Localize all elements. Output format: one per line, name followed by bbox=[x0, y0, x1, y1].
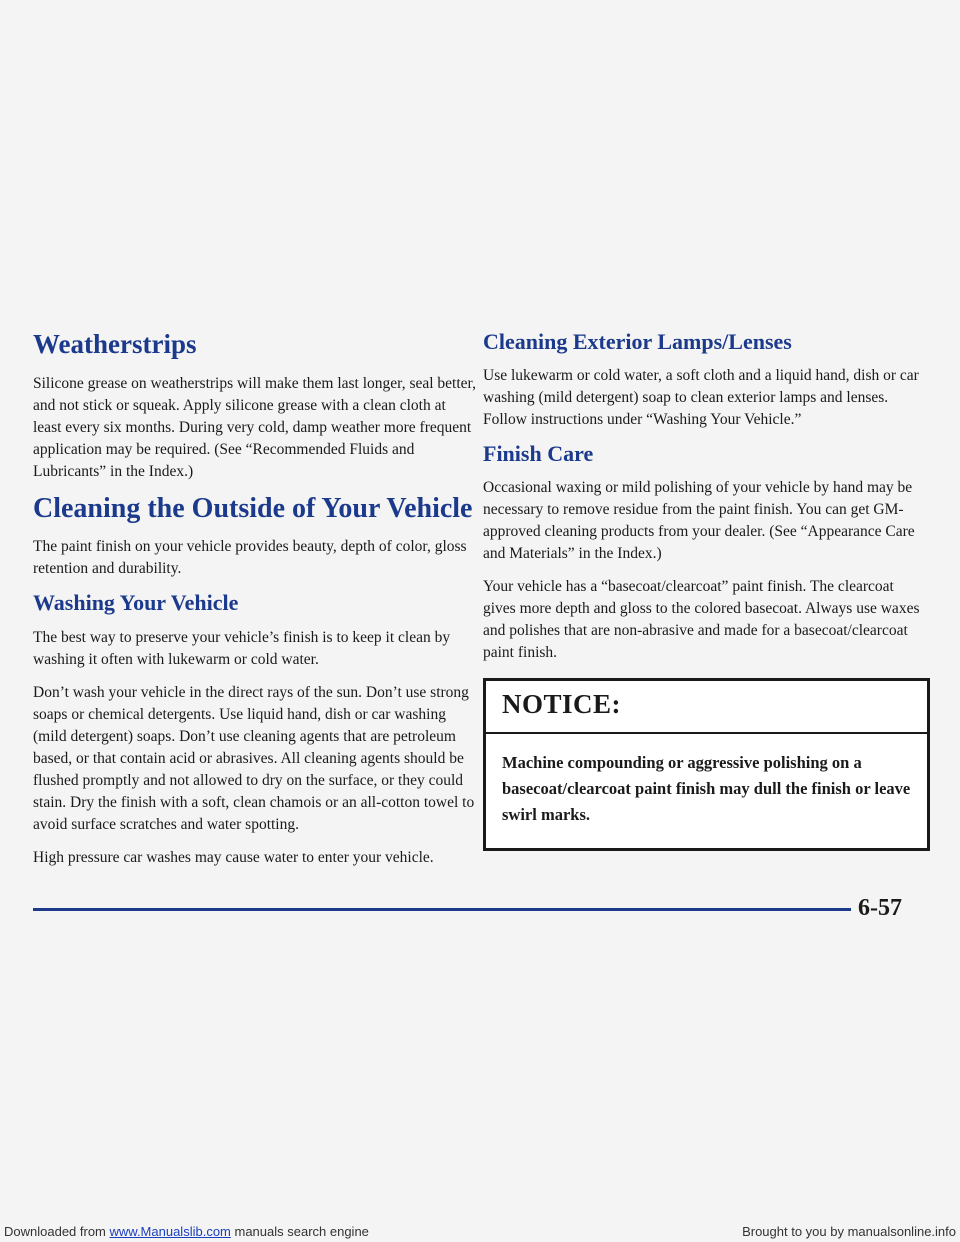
download-banner bbox=[0, 1222, 960, 1242]
lamps-heading: Cleaning Exterior Lamps/Lenses bbox=[483, 329, 792, 354]
lamps-text: Use lukewarm or cold water, a soft cloth and a liquid hand, dish or car washing (mild detergent) soap to clean exterior lamps and lenses. Follow instructions under “Washing Your Vehicle.” bbox=[483, 367, 919, 429]
manualslib-link[interactable]: www.Manualslib.com bbox=[109, 1224, 231, 1239]
banner-right: Brought to you by manualsonline.info bbox=[742, 1224, 956, 1239]
weatherstrips-heading: Weatherstrips bbox=[33, 329, 197, 359]
banner-suffix: manuals search engine bbox=[230, 1224, 369, 1239]
cleaning-outside-heading: Cleaning the Outside of Your Vehicle bbox=[33, 492, 473, 524]
notice-title: NOTICE: bbox=[502, 689, 622, 720]
banner-left bbox=[4, 1224, 369, 1239]
right-column bbox=[483, 330, 930, 851]
finish-care-text-2: Your vehicle has a “basecoat/clearcoat” paint finish. The clearcoat gives more depth and gloss to the colored basecoat. Always use waxes and polishes that are non-abrasive and made for a basecoat/clearcoat paint finish. bbox=[483, 578, 920, 662]
notice-text: Machine compounding or aggressive polishing on a basecoat/clearcoat paint finish may dull the finish or leave swirl marks. bbox=[502, 753, 911, 825]
washing-heading: Washing Your Vehicle bbox=[33, 590, 239, 616]
washing-text-3: High pressure car washes may cause water to enter your vehicle. bbox=[33, 848, 434, 866]
cleaning-outside-text: The paint finish on your vehicle provides beauty, depth of color, gloss retention and durability. bbox=[33, 538, 467, 578]
left-column bbox=[33, 330, 478, 880]
washing-text-1: The best way to preserve your vehicle’s finish is to keep it clean by washing it often with lukewarm or cold water. bbox=[33, 628, 451, 668]
weatherstrips-text: Silicone grease on weatherstrips will make them last longer, seal better, and not stick or squeak. Apply silicone grease with a clean cloth at least every six months. During very cold, damp weather more frequent application may be required. (See “Recommended Fluids and Lubricants” in the Index.) bbox=[33, 374, 476, 480]
footer-rule bbox=[33, 908, 851, 911]
finish-care-heading: Finish Care bbox=[483, 441, 594, 467]
page-number: 6-57 bbox=[858, 895, 902, 921]
notice-box bbox=[483, 678, 930, 851]
banner-prefix: Downloaded from bbox=[4, 1224, 110, 1239]
washing-text-2: Don’t wash your vehicle in the direct rays of the sun. Don’t use strong soaps or chemical detergents. Use liquid hand, dish or car washing (mild detergent) soaps. Don’t use cleaning agents that are petroleum based, or that contain acid or abrasives. All cleaning agents should be flushed promptly and not allowed to dry on the surface, or they could stain. Dry the finish with a soft, clean chamois or an all-cotton towel to avoid surface scratches and water spotting. bbox=[33, 683, 475, 833]
finish-care-text-1: Occasional waxing or mild polishing of your vehicle by hand may be necessary to remove residue from the paint finish. You can get GM-approved cleaning products from your dealer. (See “Appearance Care and Materials” in the Index.) bbox=[483, 479, 915, 563]
notice-header bbox=[486, 681, 927, 734]
